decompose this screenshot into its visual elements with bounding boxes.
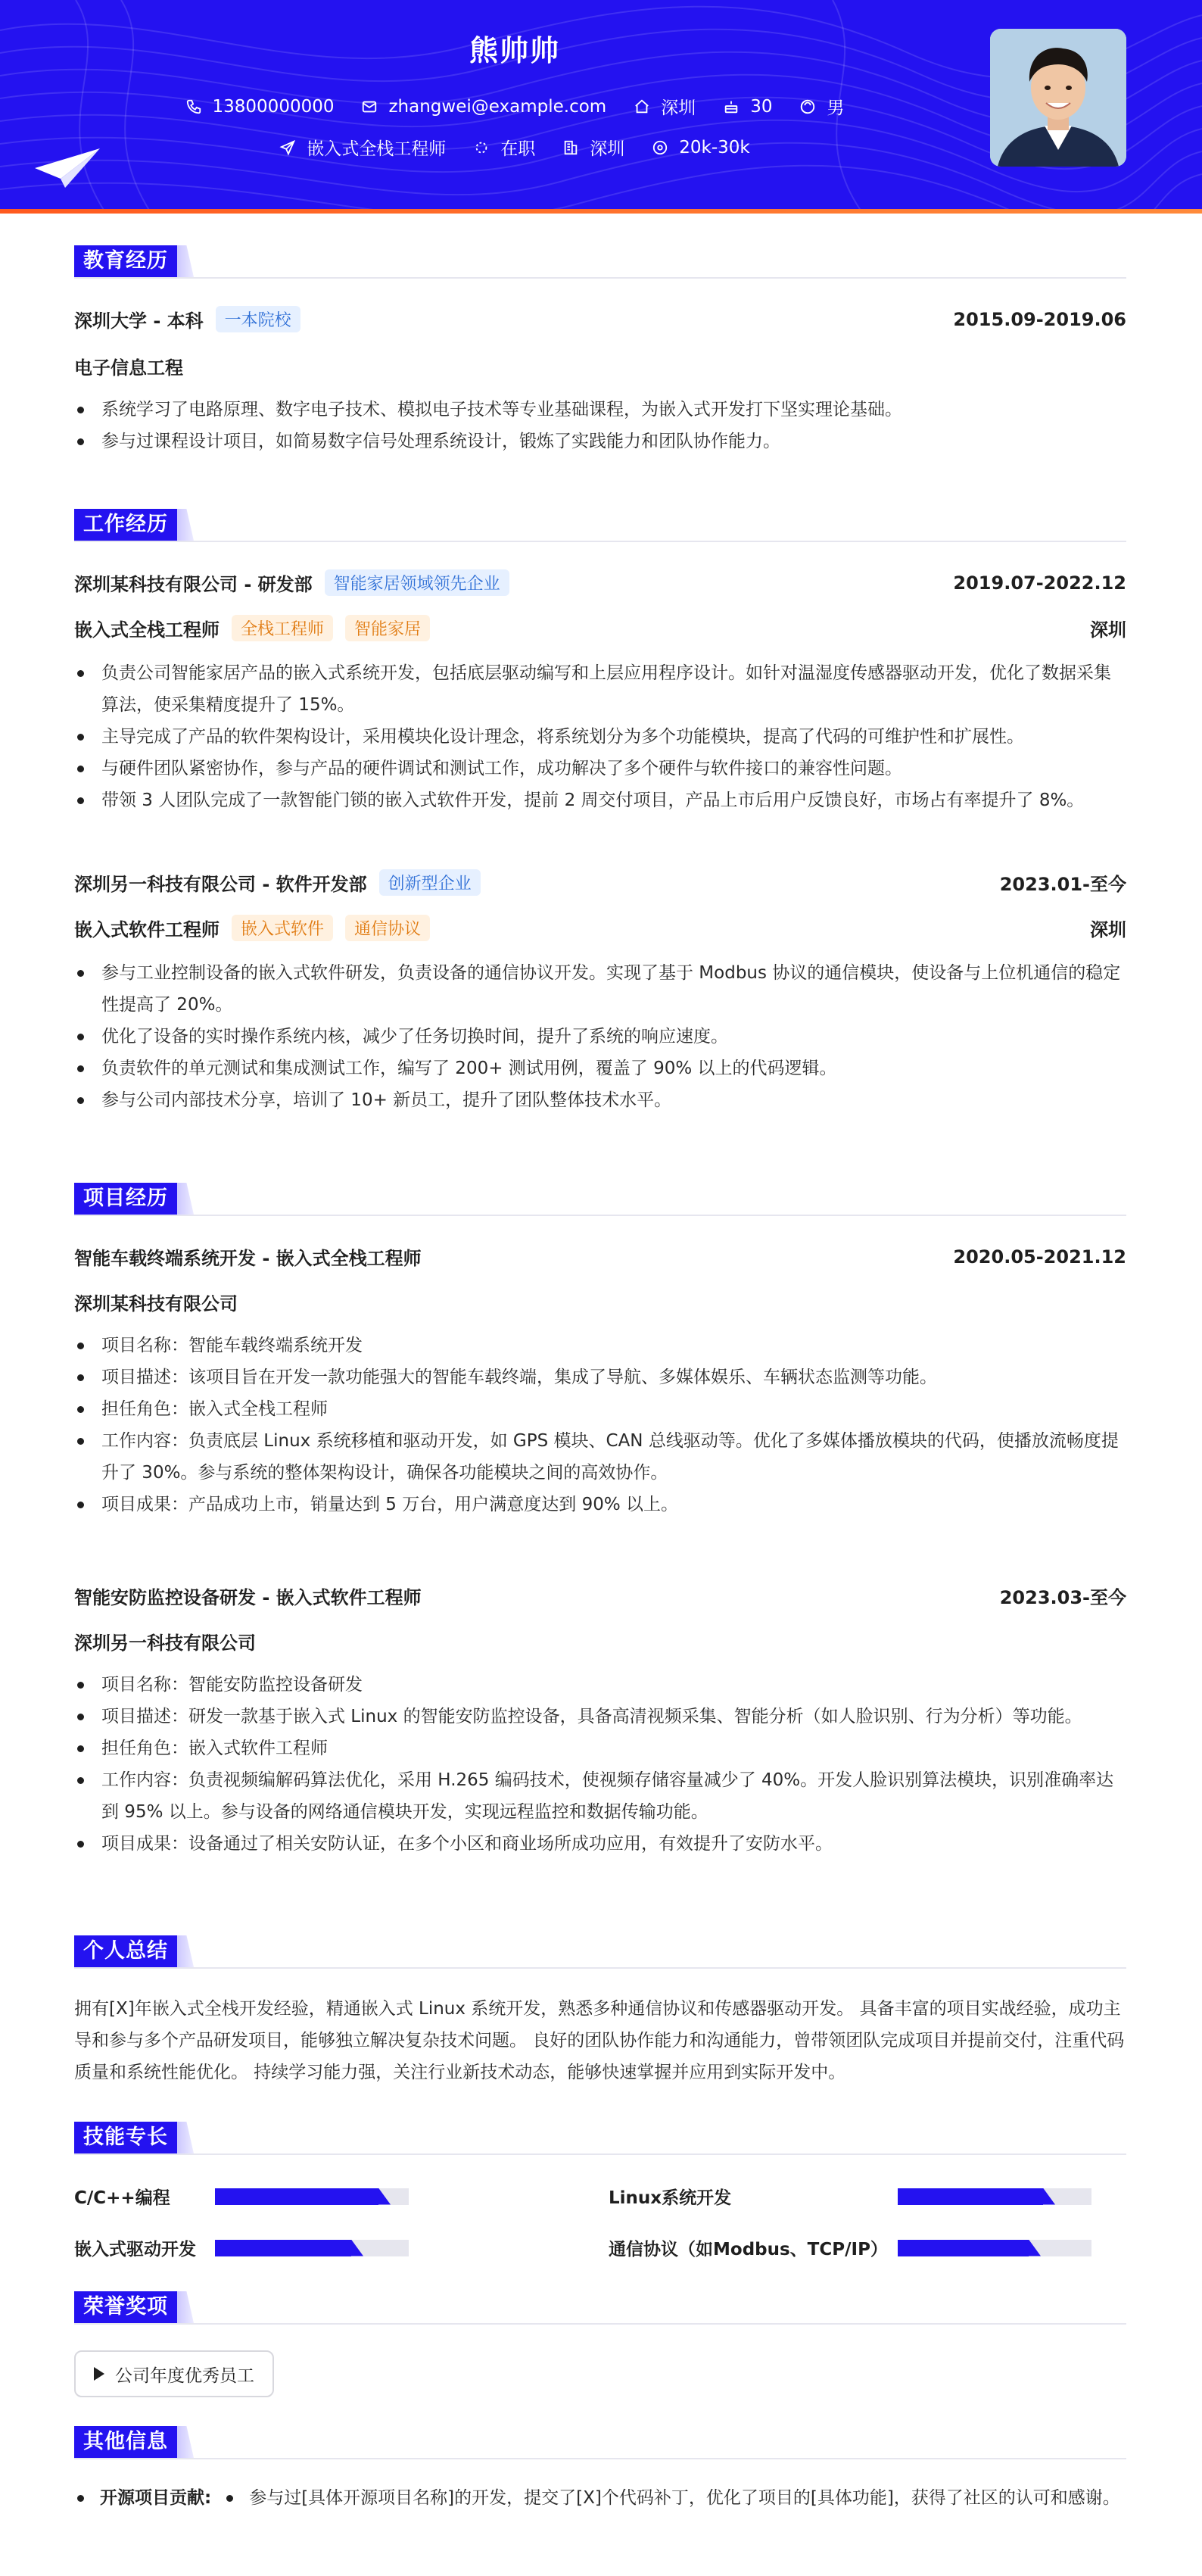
summary-title-label: 个人总结 xyxy=(74,1935,177,1967)
skill-name: C/C++编程 xyxy=(74,2188,170,2208)
other-key: 开源项目贡献: xyxy=(100,2488,212,2508)
phone-icon xyxy=(185,98,202,115)
cake-icon xyxy=(723,98,740,115)
project-header-row xyxy=(74,1583,1126,1609)
title-tail-decoration xyxy=(176,1183,194,1215)
list-item: 带领 3 人团队完成了一款智能门锁的嵌入式软件开发，提前 2 周交付项目，产品上市后用户反馈良好，市场占有率提升了 8%。 xyxy=(74,784,1126,816)
other-title-label: 其他信息 xyxy=(74,2426,177,2458)
building-icon xyxy=(562,139,579,156)
list-item: 负责软件的单元测试和集成测试工作，编写了 200+ 测试用例，覆盖了 90% 以上的代码逻辑。 xyxy=(74,1053,1126,1084)
job-bullets xyxy=(74,957,1126,1116)
section-divider xyxy=(74,277,1126,279)
education-date: 2015.09-2019.06 xyxy=(953,308,1126,330)
phone-item xyxy=(185,97,335,117)
list-item: 参与工业控制设备的嵌入式软件研发，负责设备的通信协议开发。实现了基于 Modbus 协议的通信模块，使设备与上位机通信的稳定性提高了 20%。 xyxy=(74,957,1126,1021)
skill-bar-fill xyxy=(898,2188,1043,2205)
major-name: 电子信息工程 xyxy=(74,357,183,379)
header-accent-stripe xyxy=(0,209,1202,214)
project-company: 深圳某科技有限公司 xyxy=(74,1293,238,1315)
list-item: 参与过课程设计项目，如简易数字信号处理系统设计，锻炼了实践能力和团队协作能力。 xyxy=(74,426,1126,457)
project-bullets xyxy=(74,1669,1126,1860)
gender-icon xyxy=(799,98,816,115)
job-date: 2019.07-2022.12 xyxy=(953,572,1126,594)
work-title-label: 工作经历 xyxy=(74,509,177,541)
education-header-row xyxy=(74,306,1126,332)
phone-text: 13800000000 xyxy=(212,96,335,117)
project-date: 2023.03-至今 xyxy=(999,1587,1126,1608)
list-item: 担任角色：嵌入式全栈工程师 xyxy=(74,1393,1126,1425)
project-date: 2020.05-2021.12 xyxy=(953,1246,1126,1268)
award-badge xyxy=(74,2350,274,2397)
education-title-label: 教育经历 xyxy=(74,245,177,277)
awards-section-title xyxy=(74,2291,194,2323)
list-item: 担任角色：嵌入式软件工程师 xyxy=(74,1732,1126,1764)
major-row xyxy=(74,353,1126,379)
list-item: 优化了设备的实时操作系统内核，减少了任务切换时间，提升了系统的响应速度。 xyxy=(74,1021,1126,1053)
status-text: 在职 xyxy=(500,139,536,159)
send-icon xyxy=(279,139,296,156)
salary-item xyxy=(652,138,749,157)
list-item xyxy=(74,2482,1126,2514)
skill-bar xyxy=(215,2240,409,2256)
skill-bar-fill xyxy=(898,2240,1029,2256)
skill-bar xyxy=(215,2188,409,2205)
skill-bar-fill xyxy=(215,2240,351,2256)
list-item: 项目成果：设备通过了相关安防认证，在多个小区和商业场所成功应用，有效提升了安防水平。 xyxy=(74,1828,1126,1860)
other-text: 参与过[具体开源项目名称]的开发，提交了[X]个代码补丁，优化了项目的[具体功能]，获得了社区的认可和感谢。 xyxy=(223,2482,1126,2514)
role-tag: 智能家居 xyxy=(345,615,430,641)
awards-title-label: 荣誉奖项 xyxy=(74,2291,177,2323)
skills-title-label: 技能专长 xyxy=(74,2122,177,2153)
job-role: 嵌入式软件工程师 xyxy=(74,919,220,940)
age-text: 30 xyxy=(750,96,773,117)
list-item: 项目成果：产品成功上市，销量达到 5 万台，用户满意度达到 90% 以上。 xyxy=(74,1489,1126,1520)
list-item: 项目描述：该项目旨在开发一款功能强大的智能车载终端，集成了导航、多媒体娱乐、车辆状态监测等功能。 xyxy=(74,1361,1126,1393)
section-divider xyxy=(74,2323,1126,2325)
list-item: 项目描述：研发一款基于嵌入式 Linux 的智能安防监控设备，具备高清视频采集、智能分析（如人脸识别、行为分析）等功能。 xyxy=(74,1701,1126,1732)
email-item xyxy=(361,97,606,117)
city-item xyxy=(634,94,696,119)
list-item: 主导完成了产品的软件架构设计，采用模块化设计理念，将系统划分为多个功能模块，提高了代码的可维护性和扩展性。 xyxy=(74,721,1126,753)
gender-text: 男 xyxy=(827,98,845,118)
projects-section-title xyxy=(74,1183,194,1215)
job-bullets xyxy=(74,657,1126,816)
title-tail-decoration xyxy=(176,509,194,541)
role-tag: 通信协议 xyxy=(345,915,430,941)
project-company-row xyxy=(74,1289,1126,1315)
avatar xyxy=(990,29,1126,167)
section-divider xyxy=(74,1215,1126,1216)
position-text: 嵌入式全栈工程师 xyxy=(307,139,447,159)
list-item: 负责公司智能家居产品的嵌入式系统开发，包括底层驱动编写和上层应用程序设计。如针对温湿度传感器驱动开发，优化了数据采集算法，使采集精度提升了 15%。 xyxy=(74,657,1126,721)
skill-name: 通信协议（如Modbus、TCP/IP） xyxy=(609,2240,888,2259)
coin-icon xyxy=(652,139,668,156)
project-company-row xyxy=(74,1628,1126,1654)
skill-bar xyxy=(898,2188,1091,2205)
education-section-title xyxy=(74,245,194,277)
job-header-row xyxy=(74,869,1126,896)
job-role: 嵌入式全栈工程师 xyxy=(74,619,220,641)
job-role-row xyxy=(74,915,1126,941)
section-divider xyxy=(74,541,1126,542)
job-location: 深圳 xyxy=(1090,919,1126,940)
company-name: 深圳某科技有限公司 - 研发部 xyxy=(74,574,313,595)
job-location: 深圳 xyxy=(1090,619,1126,641)
list-item: 工作内容：负责视频编解码算法优化，采用 H.265 编码技术，使视频存储容量减少了 40%。开发人脸识别算法模块，识别准确率达到 95% 以上。参与设备的网络通信模块开发，实现远程监控和数据传输功能。 xyxy=(74,1764,1126,1828)
award-text: 公司年度优秀员工 xyxy=(115,2365,254,2386)
status-item xyxy=(473,135,535,160)
skill-item xyxy=(74,2184,409,2209)
list-item: 项目名称：智能安防监控设备研发 xyxy=(74,1669,1126,1701)
list-item: 系统学习了电路原理、数字电子技术、模拟电子技术等专业基础课程，为嵌入式开发打下坚实理论基础。 xyxy=(74,394,1126,426)
summary-text: 拥有[X]年嵌入式全栈开发经验，精通嵌入式 Linux 系统开发，熟悉多种通信协议和传感器驱动开发。 具备丰富的项目实战经验，成功主导和参与多个产品研发项目，能够独立解决复杂技术问题。 良好的团队协作能力和沟通能力，曾带领团队完成项目并提前交付，注重代码质量和系统性能优化。 持续学习能力强，关注行业新技术动态，能够快速掌握并应用到实际开发中。 xyxy=(74,1999,1125,2082)
play-icon xyxy=(94,2367,104,2381)
skill-item xyxy=(609,2184,1091,2209)
company-tag: 智能家居领域领先企业 xyxy=(325,569,509,596)
project-header-row xyxy=(74,1243,1126,1270)
section-divider xyxy=(74,2153,1126,2155)
school-tag: 一本院校 xyxy=(216,306,300,332)
job-date: 2023.01-至今 xyxy=(999,874,1126,895)
candidate-name: 熊帅帅 xyxy=(469,34,560,67)
salary-text: 20k-30k xyxy=(679,137,750,157)
work-section-title xyxy=(74,509,194,541)
mail-icon xyxy=(361,98,378,115)
contact-row xyxy=(0,94,1029,119)
target-city-item xyxy=(562,135,624,160)
city-text: 深圳 xyxy=(661,98,696,118)
other-section-title xyxy=(74,2426,194,2458)
spinner-icon xyxy=(473,139,490,156)
title-tail-decoration xyxy=(176,2122,194,2153)
email-text: zhangwei@example.com xyxy=(388,96,607,117)
other-info xyxy=(74,2482,1126,2514)
company-name: 深圳另一科技有限公司 - 软件开发部 xyxy=(74,874,367,895)
project-company: 深圳另一科技有限公司 xyxy=(74,1633,256,1654)
project-name: 智能车载终端系统开发 - 嵌入式全栈工程师 xyxy=(74,1248,422,1269)
list-item: 项目名称：智能车载终端系统开发 xyxy=(74,1330,1126,1361)
list-item: 参与公司内部技术分享，培训了 10+ 新员工，提升了团队整体技术水平。 xyxy=(74,1084,1126,1116)
list-item: 与硬件团队紧密协作，参与产品的硬件调试和测试工作，成功解决了多个硬件与软件接口的兼容性问题。 xyxy=(74,753,1126,784)
resume-header xyxy=(0,0,1202,214)
job-header-row xyxy=(74,569,1126,596)
avatar-portrait xyxy=(990,29,1126,167)
skill-bar xyxy=(898,2240,1091,2256)
target-city-text: 深圳 xyxy=(590,139,625,159)
project-bullets xyxy=(74,1330,1126,1520)
title-tail-decoration xyxy=(176,1935,194,1967)
skill-item xyxy=(74,2235,409,2260)
job-intent-row xyxy=(0,135,1029,160)
job-role-row xyxy=(74,615,1126,641)
section-divider xyxy=(74,2458,1126,2459)
skills-section-title xyxy=(74,2122,194,2153)
role-tag: 嵌入式软件 xyxy=(232,915,333,941)
list-item: 工作内容：负责底层 Linux 系统移植和驱动开发，如 GPS 模块、CAN 总线驱动等。优化了多媒体播放模块的代码，使播放流畅度提升了 30%。参与系统的整体架构设计，确保各功能模块之间的高效协作。 xyxy=(74,1425,1126,1489)
title-tail-decoration xyxy=(176,2291,194,2323)
skill-name: Linux系统开发 xyxy=(609,2188,732,2208)
gender-item xyxy=(799,94,844,119)
school-name: 深圳大学 - 本科 xyxy=(74,310,204,332)
position-item xyxy=(279,135,446,160)
summary-section-title xyxy=(74,1935,194,1967)
skill-item xyxy=(609,2235,1091,2260)
home-icon xyxy=(634,98,650,115)
age-item xyxy=(723,97,772,117)
title-tail-decoration xyxy=(176,2426,194,2458)
projects-title-label: 项目经历 xyxy=(74,1183,177,1215)
title-tail-decoration xyxy=(176,245,194,277)
section-divider xyxy=(74,1967,1126,1969)
paper-plane-icon xyxy=(35,148,100,188)
company-tag: 创新型企业 xyxy=(379,869,481,896)
skill-bar-fill xyxy=(215,2188,378,2205)
project-name: 智能安防监控设备研发 - 嵌入式软件工程师 xyxy=(74,1587,422,1608)
education-bullets xyxy=(74,394,1126,457)
role-tag: 全栈工程师 xyxy=(232,615,333,641)
skill-name: 嵌入式驱动开发 xyxy=(74,2240,196,2259)
